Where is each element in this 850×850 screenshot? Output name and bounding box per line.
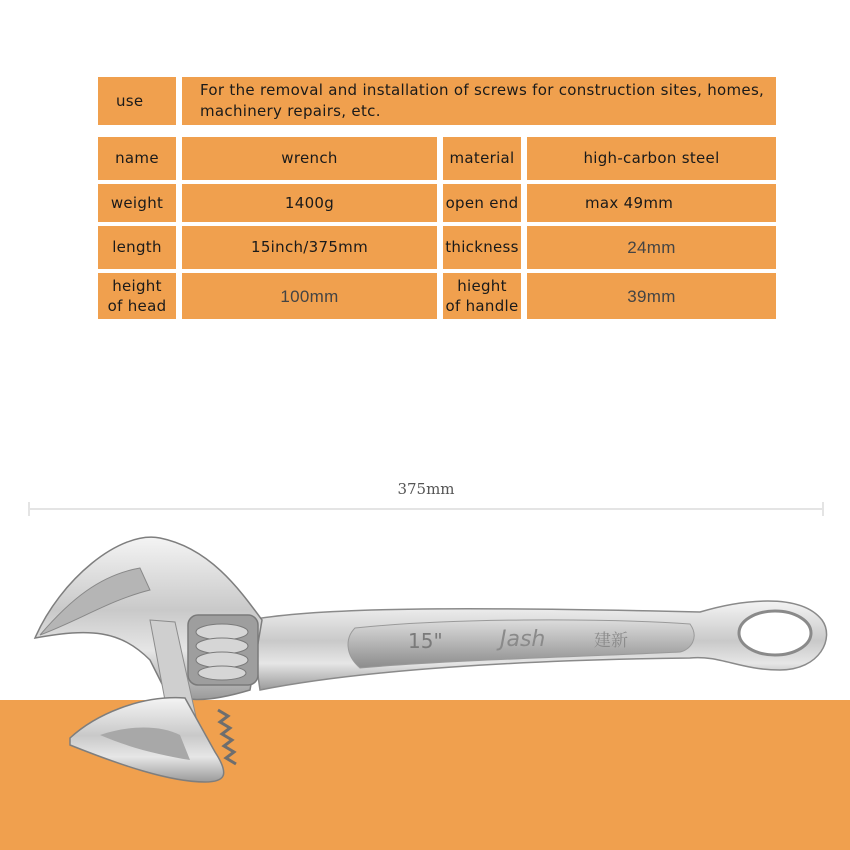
brand-logo: Jash [500,627,546,652]
material-label: material [443,137,521,180]
handle-height-label: hieght of handle [443,273,521,319]
thickness-label: thickness [443,226,521,269]
thickness-value: 24mm [527,226,776,269]
brand-chinese: 建新 [594,631,628,651]
dimension-line [28,508,824,510]
dimension-label: 375mm [397,480,455,498]
dimension-tick-left [28,502,30,516]
worm-screw [196,624,248,680]
spec-table [0,0,850,330]
material-value: high-carbon steel [527,137,776,180]
length-value: 15inch/375mm [182,226,437,269]
dimension-tick-right [822,502,824,516]
length-label: length [98,226,176,269]
name-value: wrench [182,137,437,180]
rack-teeth [218,710,236,764]
head-height-value: 100mm [182,273,437,319]
head-height-label: height of head [98,273,176,319]
weight-value: 1400g [182,184,437,222]
open-end-label: open end [443,184,521,222]
name-label: name [98,137,176,180]
use-value: For the removal and installation of screws for construction sites, homes, machinery repairs, etc. [182,77,776,125]
hanging-hole [739,611,811,655]
handle-height-value: 39mm [527,273,776,319]
size-mark: 15" [408,629,443,653]
wrench-image [0,520,850,790]
open-end-value: max 49mm [527,184,776,222]
use-label: use [98,77,176,125]
length-dimension [28,470,824,520]
weight-label: weight [98,184,176,222]
